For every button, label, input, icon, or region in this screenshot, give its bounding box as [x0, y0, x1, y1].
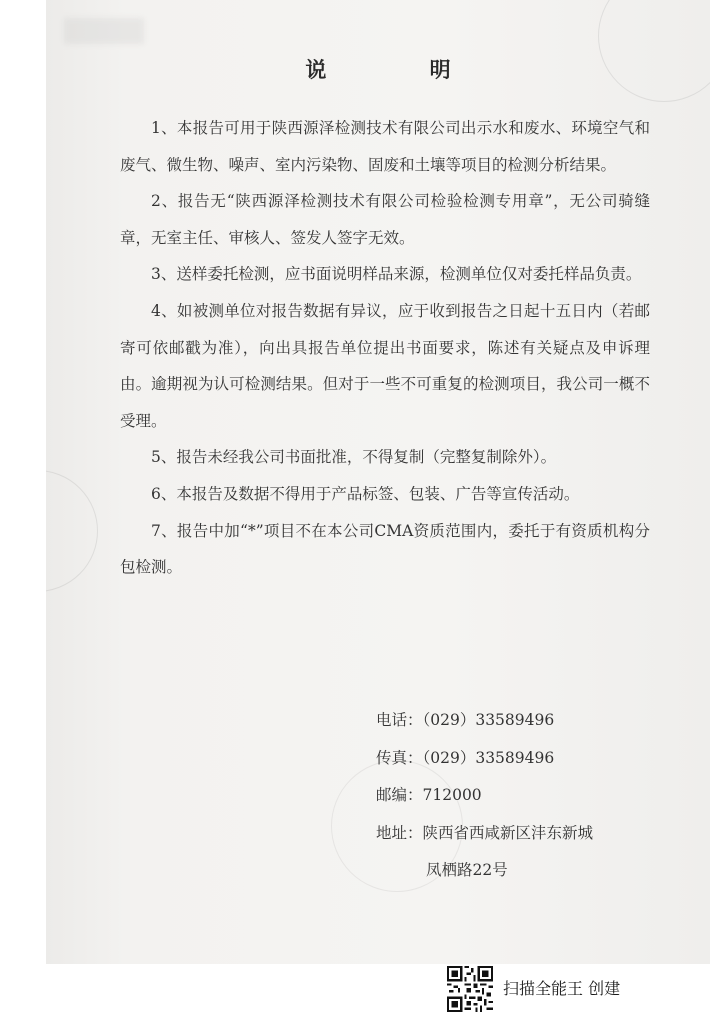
contact-address-line-2: 凤栖路22号 [426, 861, 508, 879]
scanner-footer [447, 964, 707, 1010]
qr-code-icon [447, 966, 493, 1012]
note-item-5: 5、报告未经我公司书面批准，不得复制（完整复制除外）。 [151, 448, 557, 467]
faded-stamp-top-right [598, 0, 710, 102]
contact-address-line-1: 地址：陕西省西咸新区沣东新城 [376, 823, 594, 842]
note-item-6: 6、本报告及数据不得用于产品标签、包装、广告等宣传活动。 [151, 484, 580, 503]
page-title: 说 明 [305, 57, 499, 82]
note-item-2: 2、报告无“陕西源泽检测技术有限公司检验检测专用章”，无公司骑缝章，无室主任、审核人、签发人签字无效。 [120, 192, 650, 247]
note-item-4: 4、如被测单位对报告数据有异议，应于收到报告之日起十五日内（若邮寄可依邮戳为准），向出具报告单位提出书面要求，陈述有关疑点及申诉理由。逾期视为认可检测结果。但对于一些不可重复的检测项目，我公司一概不受理。 [120, 301, 650, 430]
faded-mark [64, 18, 144, 44]
scanner-watermark-label: 扫描全能王 创建 [503, 979, 621, 998]
faded-stamp-left [46, 470, 98, 592]
note-item-1: 1、本报告可用于陕西源泽检测技术有限公司出示水和废水、环境空气和废气、微生物、噪声、室内污染物、固废和土壤等项目的检测分析结果。 [120, 119, 650, 174]
notes-list [120, 110, 650, 586]
scanned-page [46, 0, 710, 964]
contact-phone: 电话：（029）33589496 [376, 711, 555, 729]
contact-postcode: 邮编：712000 [376, 786, 482, 804]
contact-fax: 传真：（029）33589496 [376, 748, 555, 767]
note-item-7: 7、报告中加“*”项目不在本公司CMA资质范围内，委托于有资质机构分包检测。 [120, 521, 650, 577]
contact-block [376, 702, 676, 890]
note-item-3: 3、送样委托检测，应书面说明样品来源，检测单位仅对委托样品负责。 [151, 265, 642, 284]
